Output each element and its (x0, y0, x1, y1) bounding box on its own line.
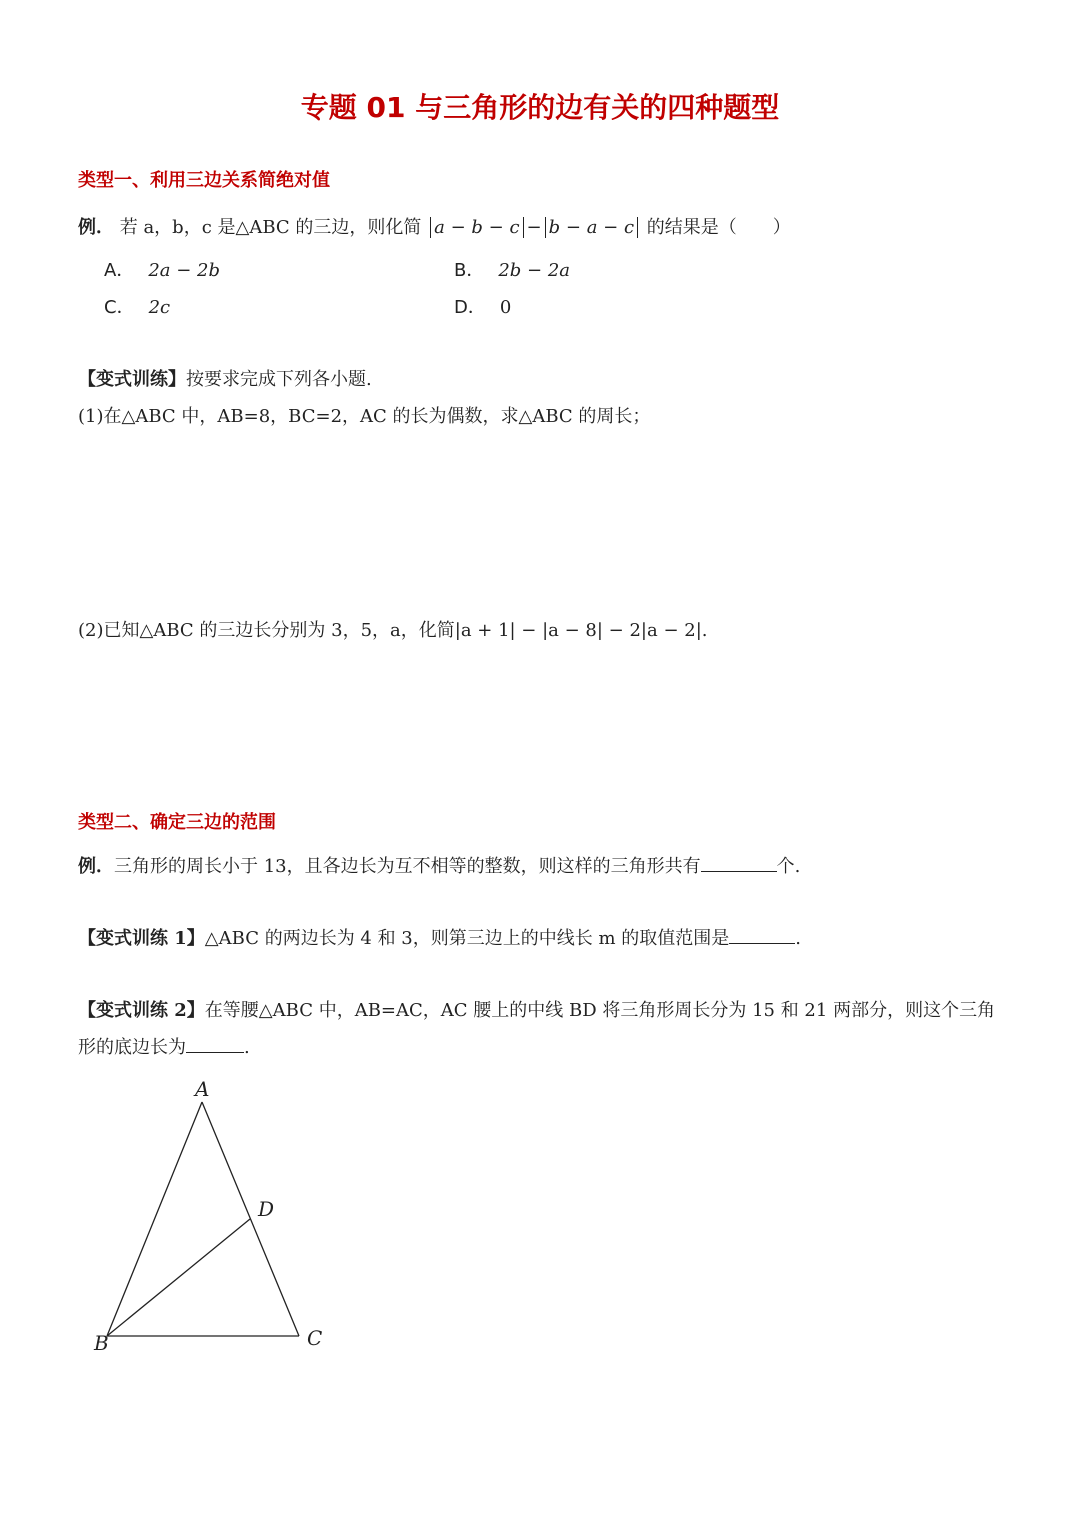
example-text-pre: 若 a，b，c 是△ABC 的三边，则化简 (119, 217, 422, 238)
answer-blank-2[interactable] (729, 925, 795, 944)
section2-practice2 (78, 996, 995, 1022)
label-c: C (307, 1326, 323, 1350)
abs-expr1: a − b − c (430, 217, 523, 238)
abs-expr2: b − a − c (545, 217, 638, 238)
option-c-label: C． (104, 297, 135, 318)
option-a-value: 2a − 2b (148, 260, 221, 281)
option-c-value: 2c (148, 297, 171, 318)
abs-minus: − (526, 217, 542, 238)
practice1-text-pre: △ABC 的两边长为 4 和 3，则第三边上的中线长 m 的取值范围是 (204, 928, 730, 949)
label-a: A (195, 1077, 210, 1101)
section1-example (78, 213, 791, 239)
section1-heading: 类型一、利用三边关系简绝对值 (78, 170, 330, 191)
option-c[interactable] (104, 293, 170, 319)
side-ac (202, 1102, 299, 1336)
answer-blank-1[interactable] (701, 853, 777, 872)
option-d[interactable] (454, 293, 511, 319)
section2-example (78, 852, 800, 878)
option-b-label: B． (454, 260, 485, 281)
option-a[interactable] (104, 256, 220, 282)
median-bd (107, 1219, 250, 1336)
practice1-label: 【变式训练 1】 (78, 928, 205, 949)
option-b-value: 2b − 2a (498, 260, 571, 281)
practice2-text-line2-post: . (244, 1037, 250, 1058)
side-ab (107, 1102, 202, 1336)
label-d: D (258, 1197, 275, 1221)
label-b: B (94, 1331, 109, 1355)
practice-text: 按要求完成下列各小题. (186, 369, 372, 390)
section2-practice2-cont (78, 1033, 250, 1059)
example-text-post: 的结果是（ ） (646, 217, 791, 238)
practice2-text-line1: 在等腰△ABC 中，AB=AC，AC 腰上的中线 BD 将三角形周长分为 15 和 21 两部分，则这个三角 (204, 1000, 996, 1021)
option-b[interactable] (454, 256, 570, 282)
practice2-text-line2-pre: 形的底边长为 (78, 1037, 186, 1058)
option-a-label: A． (104, 260, 135, 281)
example2-text-pre: 三角形的周长小于 13，且各边长为互不相等的整数，则这样的三角形共有 (114, 856, 701, 877)
section1-practice (78, 365, 372, 391)
triangle-figure (80, 1070, 350, 1370)
question-2: (2)已知△ABC 的三边长分别为 3，5，a，化简|a + 1| − |a − 8| − 2|a − 2|. (78, 620, 708, 641)
option-d-value: 0 (499, 297, 512, 318)
option-d-label: D． (454, 297, 486, 318)
practice1-text-post: . (795, 928, 802, 949)
example-label: 例． (78, 217, 114, 238)
question-1: (1)在△ABC 中，AB=8，BC=2，AC 的长为偶数，求△ABC 的周长； (78, 406, 651, 427)
example2-text-post: 个. (776, 856, 801, 877)
section2-practice1 (78, 924, 801, 950)
example2-label: 例． (78, 856, 114, 877)
answer-blank-3[interactable] (186, 1034, 244, 1053)
practice2-label: 【变式训练 2】 (78, 1000, 205, 1021)
page-title: 专题 01 与三角形的边有关的四种题型 (300, 91, 780, 124)
section2-heading: 类型二、确定三边的范围 (78, 812, 276, 833)
practice-label: 【变式训练】 (78, 369, 186, 390)
